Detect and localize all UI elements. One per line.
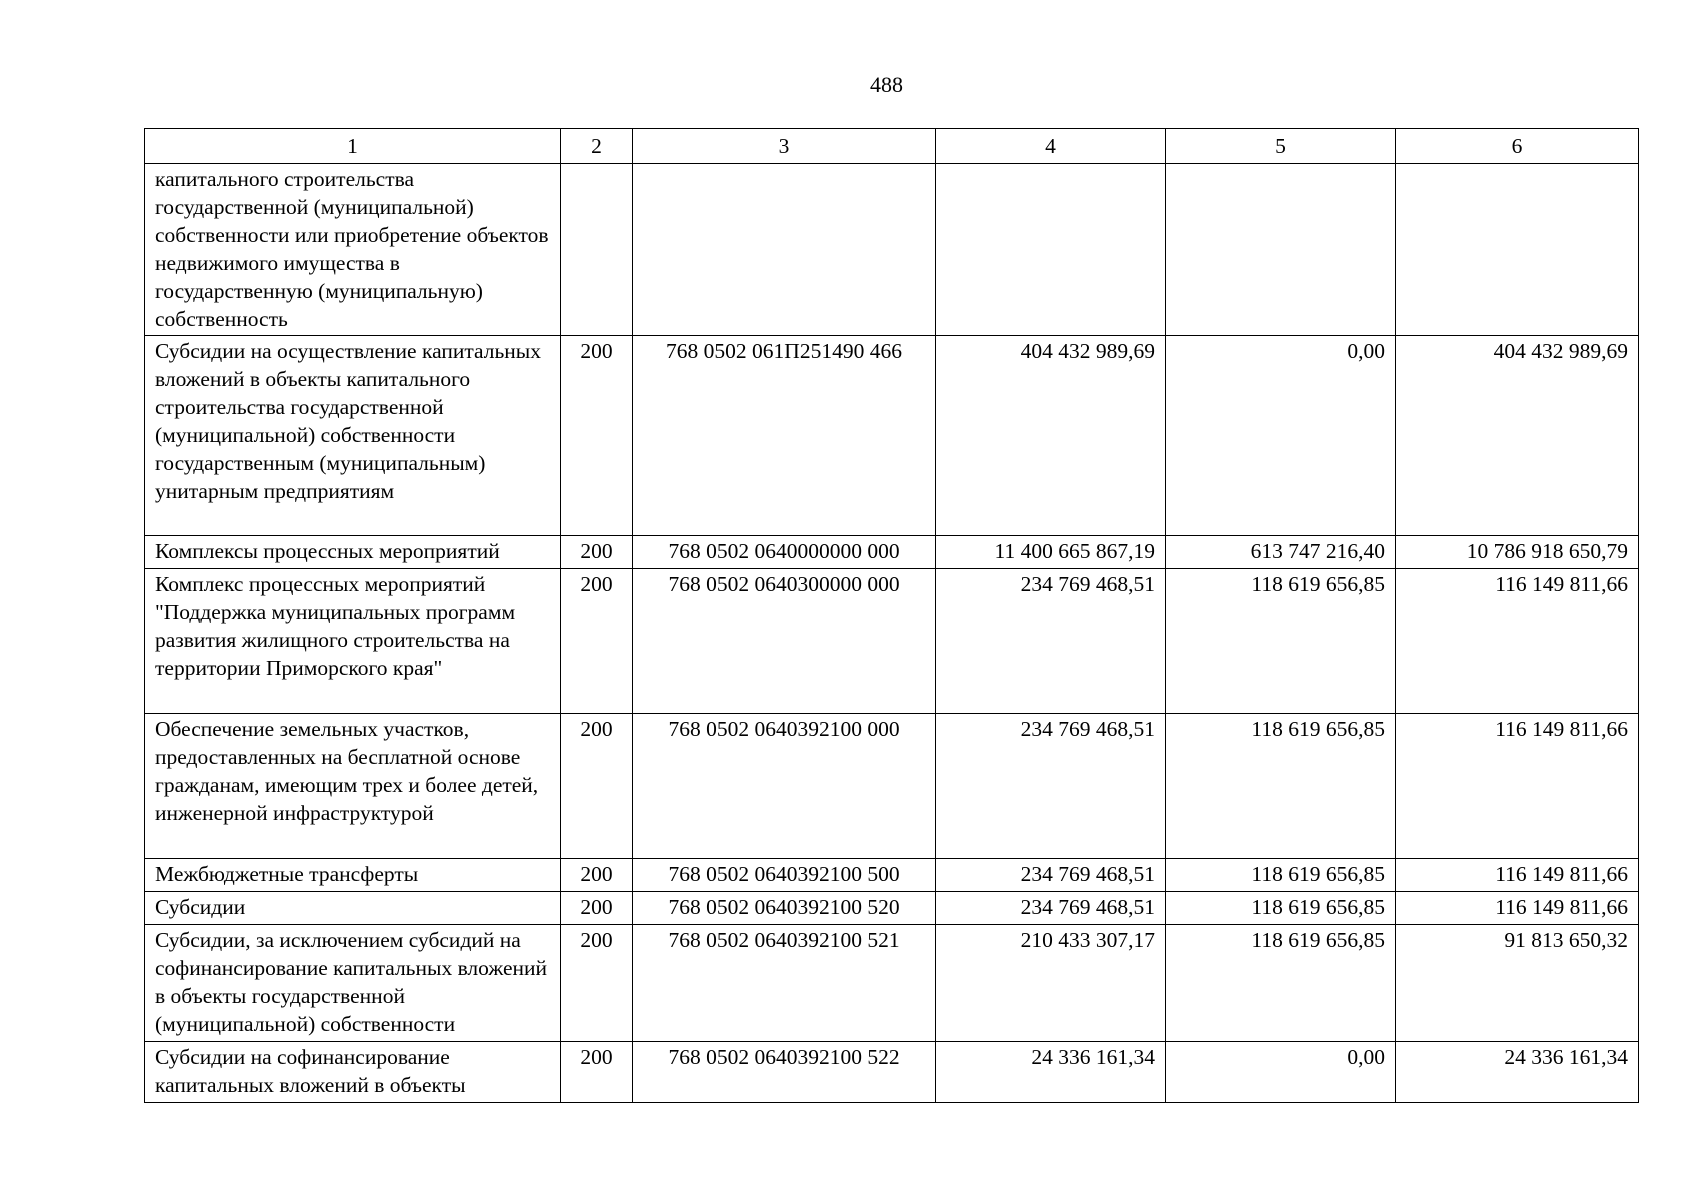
row-name: капитального строительства государственной (муниципальной) собственности или приобретение объектов недвижимого имущества в государственную (муниципальную) собственность — [145, 164, 561, 336]
row-col-5: 118 619 656,85 — [1166, 892, 1396, 925]
row-col-6: 404 432 989,69 — [1396, 336, 1639, 536]
budget-table — [144, 128, 1639, 1103]
row-col-4: 210 433 307,17 — [936, 925, 1166, 1042]
row-col-2: 200 — [561, 925, 633, 1042]
table-row — [145, 859, 1639, 892]
table-row — [145, 714, 1639, 859]
row-col-5: 118 619 656,85 — [1166, 569, 1396, 714]
row-col-6: 10 786 918 650,79 — [1396, 536, 1639, 569]
row-code: 768 0502 0640000000 000 — [633, 536, 936, 569]
row-col-2: 200 — [561, 892, 633, 925]
row-col-5: 118 619 656,85 — [1166, 714, 1396, 859]
row-col-6: 116 149 811,66 — [1396, 892, 1639, 925]
table-row — [145, 569, 1639, 714]
table-row — [145, 925, 1639, 1042]
table-header — [145, 129, 1639, 164]
row-col-5: 613 747 216,40 — [1166, 536, 1396, 569]
row-name: Субсидии — [145, 892, 561, 925]
row-col-4: 234 769 468,51 — [936, 569, 1166, 714]
row-code — [633, 164, 936, 336]
row-code: 768 0502 061П251490 466 — [633, 336, 936, 536]
header-row — [145, 129, 1639, 164]
row-col-6 — [1396, 164, 1639, 336]
row-col-5: 118 619 656,85 — [1166, 859, 1396, 892]
row-col-2: 200 — [561, 536, 633, 569]
row-code: 768 0502 0640392100 500 — [633, 859, 936, 892]
table-row — [145, 1042, 1639, 1103]
row-col-4: 24 336 161,34 — [936, 1042, 1166, 1103]
row-col-2: 200 — [561, 714, 633, 859]
row-name: Комплексы процессных мероприятий — [145, 536, 561, 569]
table-row — [145, 892, 1639, 925]
row-name: Субсидии на осуществление капитальных вложений в объекты капитального строительства государственной (муниципальной) собственности государственным (муниципальным) унитарным предприятиям — [145, 336, 561, 536]
table-row — [145, 336, 1639, 536]
row-code: 768 0502 0640392100 520 — [633, 892, 936, 925]
row-col-6: 24 336 161,34 — [1396, 1042, 1639, 1103]
row-col-5: 0,00 — [1166, 1042, 1396, 1103]
header-col-2: 2 — [561, 129, 633, 164]
header-col-6: 6 — [1396, 129, 1639, 164]
row-col-6: 91 813 650,32 — [1396, 925, 1639, 1042]
row-col-4: 234 769 468,51 — [936, 859, 1166, 892]
row-name: Обеспечение земельных участков, предоставленных на бесплатной основе гражданам, имеющим трех и более детей, инженерной инфраструктурой — [145, 714, 561, 859]
row-name: Комплекс процессных мероприятий "Поддержка муниципальных программ развития жилищного строительства на территории Приморского края" — [145, 569, 561, 714]
header-col-4: 4 — [936, 129, 1166, 164]
table-body — [145, 164, 1639, 1103]
row-col-4: 234 769 468,51 — [936, 892, 1166, 925]
header-col-1: 1 — [145, 129, 561, 164]
row-col-6: 116 149 811,66 — [1396, 569, 1639, 714]
header-col-5: 5 — [1166, 129, 1396, 164]
row-col-5: 118 619 656,85 — [1166, 925, 1396, 1042]
row-col-2: 200 — [561, 859, 633, 892]
row-name: Межбюджетные трансферты — [145, 859, 561, 892]
row-col-6: 116 149 811,66 — [1396, 714, 1639, 859]
row-col-4: 404 432 989,69 — [936, 336, 1166, 536]
row-code: 768 0502 0640392100 522 — [633, 1042, 936, 1103]
row-col-4: 234 769 468,51 — [936, 714, 1166, 859]
header-col-3: 3 — [633, 129, 936, 164]
row-col-2: 200 — [561, 569, 633, 714]
row-col-5 — [1166, 164, 1396, 336]
row-code: 768 0502 0640392100 000 — [633, 714, 936, 859]
row-name: Субсидии на софинансирование капитальных вложений в объекты — [145, 1042, 561, 1103]
table-row — [145, 164, 1639, 336]
row-name: Субсидии, за исключением субсидий на софинансирование капитальных вложений в объекты государственной (муниципальной) собственности — [145, 925, 561, 1042]
row-col-2: 200 — [561, 1042, 633, 1103]
page-number: 488 — [870, 72, 903, 97]
row-col-6: 116 149 811,66 — [1396, 859, 1639, 892]
row-code: 768 0502 0640300000 000 — [633, 569, 936, 714]
row-col-2: 200 — [561, 336, 633, 536]
row-col-5: 0,00 — [1166, 336, 1396, 536]
row-code: 768 0502 0640392100 521 — [633, 925, 936, 1042]
table-row — [145, 536, 1639, 569]
row-col-4 — [936, 164, 1166, 336]
row-col-2 — [561, 164, 633, 336]
row-col-4: 11 400 665 867,19 — [936, 536, 1166, 569]
